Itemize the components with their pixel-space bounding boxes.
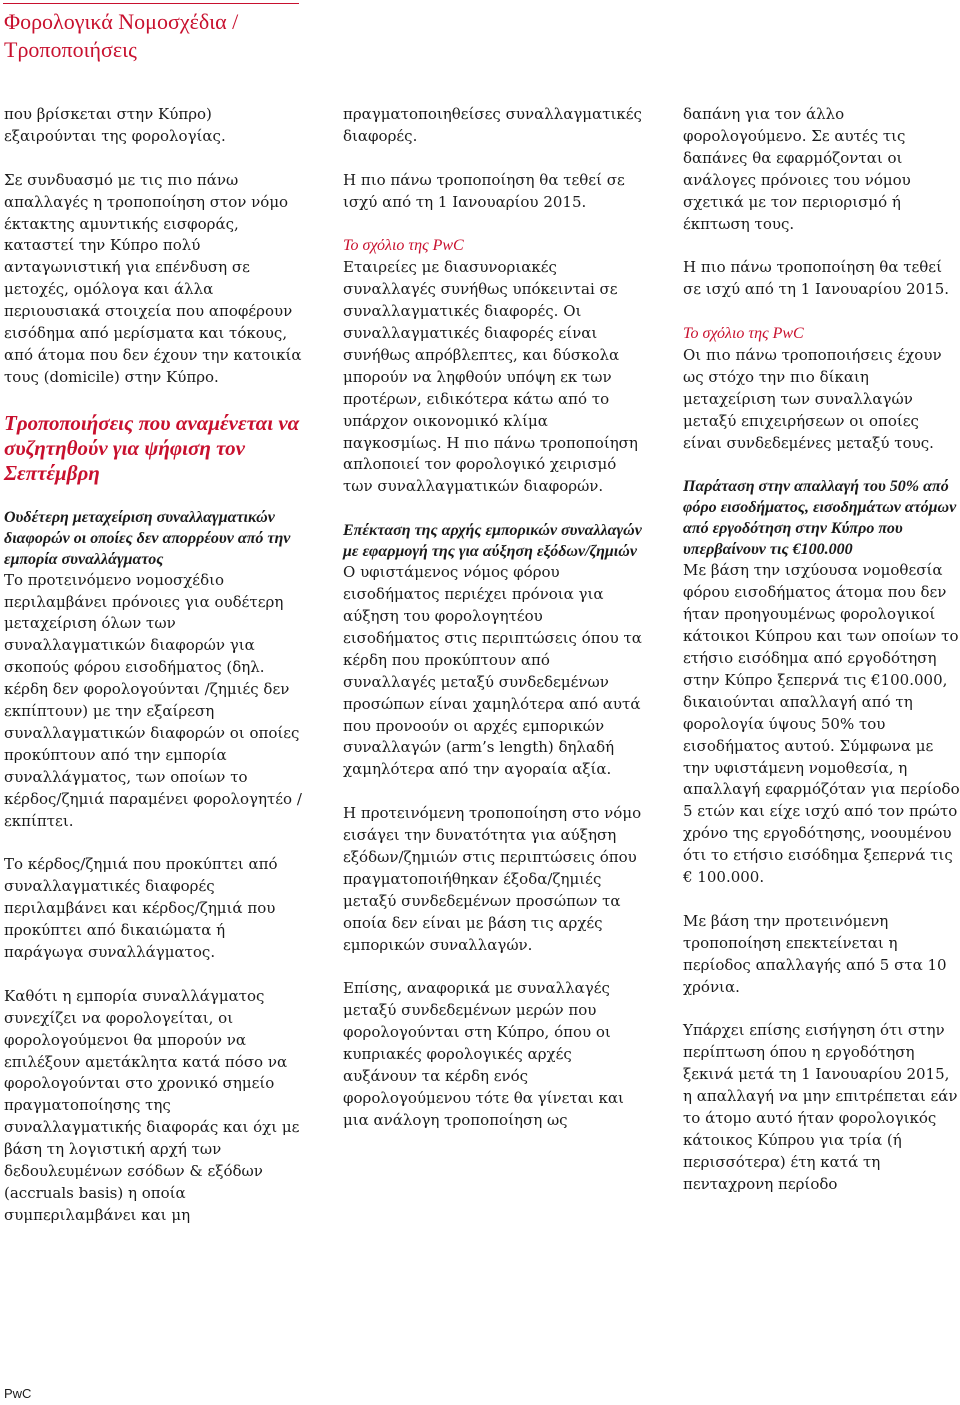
- col1-paragraph-5: Καθότι η εμπορία συναλλάγματος συνεχίζει να φορολογείται, οι φορολογούμενοι θα μπορούν να επιλέξουν αμετάκλητα κατά πόσο να φορολογούνται στο χρονικό σημείο πραγματοποίησης της συναλλαγματικής διαφοράς και όχι με βάση τη λογιστική αρχή των δεδουλευμένων εσόδων & εξόδων (accruals basis) η οποία συμπεριλαμβάνει και μη: [4, 986, 300, 1224]
- col1-paragraph-2: Σε συνδυασμό με τις πιο πάνω απαλλαγές η τροποποίηση στον νόμο έκτακτης αμυντικής εισφοράς, καταστεί την Κύπρο πολύ ανταγωνιστική για επένδυση σε μετοχές, ομόλογα και άλλα περιουσιακά στοιχεία που αποφέρουν εισόδημα από μερίσματα και τόκους, από άτομα που δεν έχουν την κατοικία τους (domicile) στην Κύπρο.: [4, 170, 302, 386]
- col2-paragraph-1: πραγματοποιηθείσες συναλλαγματικές διαφορές.: [343, 105, 642, 145]
- col1-paragraph-3: Το προτεινόμενο νομοσχέδιο περιλαμβάνει πρόνοιες για ουδέτερη μεταχείριση όλων των συναλλαγματικών διαφορών για σκοπούς φόρου εισοδήματος (δηλ. κέρδη δεν φορολογούνται /ζημιές δεν εκπίπτουν) με την εξαίρεση συναλλαγματικών διαφορών οι οποίες προκύπτουν από την εμπορία συναλλάγματος, των οποίων το κέρδος/ζημιά παραμένει φορολογητέο /εκπίπτει.: [4, 570, 302, 830]
- col2-paragraph-3: Εταιρείες με διασυνοριακές συναλλαγές συνήθως υπόκειντai σε συναλλαγματικές διαφορές. Οι συναλλαγματικές διαφορές είναι συνήθως απρόβλεπτες, και δύσκολα μπορούν να ληφθούν υπόψη εκ των προτέρων, ειδικότερα κάτω από το υπάρχον οικονομικό κλίμα παγκοσμίως. Η πιο πάνω τροποποίηση απλοποιεί τον φορολογικό χειρισμό των συναλλαγματικών διαφορών.: [343, 258, 638, 496]
- col2-subheading: Επέκταση της αρχής εμπορικών συναλλαγών με εφαρμογή της για αύξηση εξόδων/ζημιών: [343, 522, 642, 561]
- col2-paragraph-6: Επίσης, αναφορικά με συναλλαγές μεταξύ συνδεδεμένων μερών που φορολογούνται στη Κύπρο, όπου οι κυπριακές φορολογικές αρχές αυξάνουν τα κέρδη ενός φορολογούμενου τότε θα γίνεται και μια ανάλογη τροποποίηση ως: [343, 979, 624, 1129]
- column-3: [683, 104, 960, 1218]
- column-1: [4, 104, 304, 1249]
- col3-paragraph-1: δαπάνη για τον άλλο φορολογούμενο. Σε αυτές τις δαπάνες θα εφαρμόζονται οι ανάλογες πρόνοιες του νόμου σχετικά με τον περιορισμό ή έκπτωση τους.: [683, 105, 911, 233]
- col3-paragraph-6: Υπάρχει επίσης εισήγηση ότι στην περίπτωση όπου η εργοδότηση ξεκινά μετά τη 1 Ιανουαρίου 2015, η απαλλαγή να μην επιτρέπεται εάν το άτομο αυτό ήταν φορολογικός κάτοικος Κύπρου για τρία (ή περισσότερα) έτη κατά τη πενταχρονη περίοδο: [683, 1021, 958, 1193]
- col3-paragraph-4: Με βάση την ισχύουσα νομοθεσία φόρου εισοδήματος άτομα που δεν ήταν προηγουμένως φορολογικοί κάτοικοι Κύπρου και των οποίων το ετήσιο εισόδημα από εργοδότηση στην Κύπρο ξεπερνά τις €100.000, δικαιούνται απαλλαγή από τη φορολογία ύψους 50% του εισοδήματος αυτού. Σύμφωνα με την υφιστάμενη νομοθεσία, η απαλλαγή εφαρμόζόταν για περίοδο 5 ετών και είχε ισχύ από τον πρώτο χρόνο της εργοδότησης, νοουμένου ότι το ετήσιο εισόδημα ξεπερνά τις € 100.000.: [683, 561, 960, 887]
- col3-comment-label: Το σχόλιο της PwC: [683, 325, 804, 343]
- column-2: [343, 104, 643, 1154]
- col3-paragraph-2: Η πιο πάνω τροποποίηση θα τεθεί σε ισχύ από τη 1 Ιανουαρίου 2015.: [683, 258, 950, 299]
- col3-paragraph-5: Με βάση την προτεινόμενη τροποποίηση επεκτείνεται η περίοδος απαλλαγής από 5 στα 10 χρόνια.: [683, 911, 947, 996]
- page-title: Φορολογικά Νομοσχέδια / Τροποποιήσεις: [4, 9, 239, 62]
- col3-subheading: Παράταση στην απαλλαγή του 50% από φόρο εισοδήματος, εισοδημάτων ατόμων από εργοδότηση στην Κύπρο που υπερβαίνουν τις €100.000: [683, 478, 957, 559]
- col2-paragraph-4: Ο υφιστάμενος νόμος φόρου εισοδήματος περιέχει πρόνοια για αύξηση του φορολογητέου εισοδήματος στις περιπτώσεις όπου τα κέρδη που προκύπτουν από συναλλαγές μεταξύ συνδεδεμένων προσώπων είναι χαμηλότερα από αυτά που προνοούν οι αρχές εμπορικών συναλλαγών (arm’s length) δηλαδή χαμηλότερα από την αγοραία αξία.: [343, 563, 642, 779]
- col2-paragraph-5: Η προτεινόμενη τροποποίηση στο νόμο εισάγει την δυνατότητα για αύξηση εξόδων/ζημιών στις περιπτώσεις όπου πραγματοποιήθηκαν έξοδα/ζημιές μεταξύ συνδεδεμένων προσώπων τα οποία δεν είναι με βάση τις αρχές εμπορικών συναλλαγών.: [343, 804, 642, 954]
- col3-comment-block: [683, 323, 960, 454]
- col2-comment-label: Το σχόλιο της PwC: [343, 237, 464, 255]
- top-rule: [3, 3, 299, 4]
- footer-brand: PwC: [4, 1386, 32, 1401]
- col1-paragraph-4: Το κέρδος/ζημιά που προκύπτει από συναλλαγματικές διαφορές περιλαμβάνει και κέρδος/ζημιά που προκύπτει από δικαιώματα ή παράγωγα συναλλάγματος.: [4, 855, 278, 962]
- col1-paragraph-1: που βρίσκεται στην Κύπρο) εξαιρούνται της φορολογίας.: [4, 105, 226, 145]
- col2-paragraph-2: Η πιο πάνω τροποποίηση θα τεθεί σε ισχύ από τη 1 Ιανουαρίου 2015.: [343, 170, 625, 211]
- col3-paragraph-3: Οι πιο πάνω τροποποιήσεις έχουν ως στόχο την πιο δίκαιη μεταχείριση των συναλλαγών μεταξύ επιχειρήσεων οι οποίες είναι συνδεδεμένες μεταξύ τους.: [683, 345, 942, 452]
- col1-subheading: Ουδέτερη μεταχείριση συναλλαγματικών διαφορών οι οποίες δεν απορρέουν από την εμπορία συναλλάγματος: [4, 508, 291, 568]
- col2-comment-block: [343, 235, 643, 498]
- section-heading: Τροποποιήσεις που αναμένεται να συζητηθούν για ψήφιση τον Σεπτέμβρη: [4, 410, 300, 485]
